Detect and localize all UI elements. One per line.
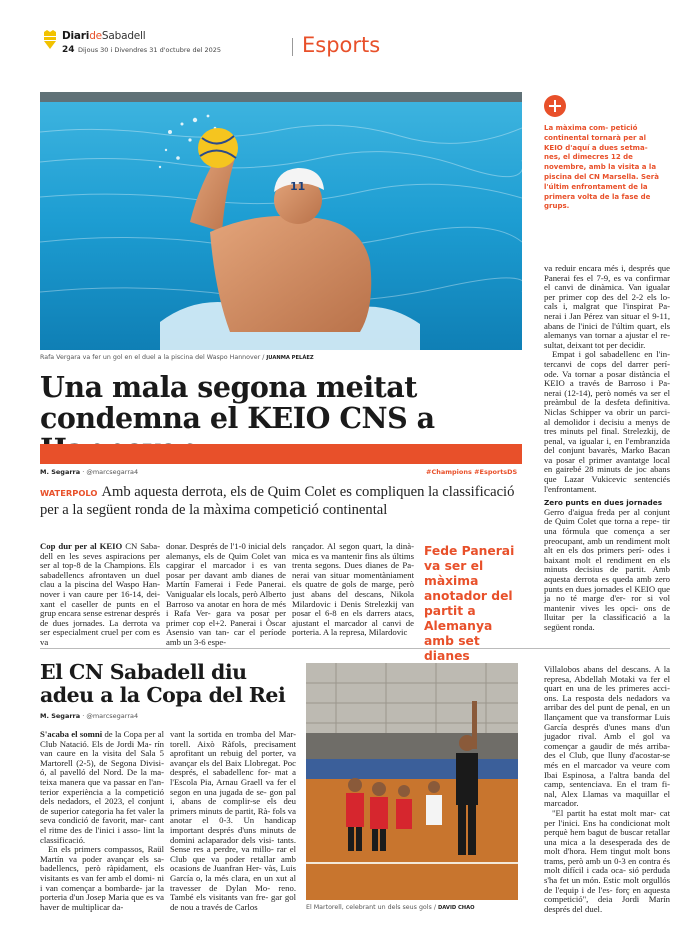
- lead-in: S'acaba el somni: [40, 729, 103, 739]
- waterpolo-photo: [40, 92, 522, 350]
- article2-byline: M. Segarra · @marcsegarra4: [40, 712, 139, 720]
- futsal-photo-caption-text: El Martorell, celebrant un dels seus gols /: [306, 904, 436, 911]
- kicker-label: WATERPOLO: [40, 488, 98, 498]
- article1-column-2: [166, 542, 286, 648]
- author-handle[interactable]: @marcsegarra4: [86, 468, 139, 476]
- plus-box-text: La màxima com- petició continental tornarà per al KEIO d'aquí a dues setma- nes, el dimecres 12 de novembre, amb la visita a la piscina del CN Marsella. Serà l'últim enfrontament de la primera volta de la fase de grups.: [544, 124, 659, 211]
- article1-subhead: Zero punts en dues jornades: [544, 498, 663, 508]
- issue-date: Dijous 30 i Divendres 31 d'octubre del 2025: [78, 46, 221, 54]
- brand-de: de: [89, 30, 102, 42]
- article2-column-1: [40, 730, 164, 912]
- futsal-photo: [306, 663, 518, 900]
- article1-paragraph: Empat i gol sabadellenc en l'in- tercanvi de cops del darrer perí- ode. Va tornar a posar distància el KEIO a través de Barroso i Pa- nerai (12-14), però només va ser el preàmbul de la desfeta definitiva. Niclas Schipper va obrir un parci- al demolidor i decisiu a menys de tres minuts pel final. Strelezkij, de penal, va igualar i, en l'embranzida del conjunt bavarès, Marko Bacan va posar el primer avantatge local en gairebé 28 minuts de joc abans que Lazar Vukicevic sentenciés l'enfrontament.: [544, 349, 670, 494]
- section-title[interactable]: Esports: [302, 33, 381, 57]
- svg-text:11: 11: [290, 180, 306, 193]
- article1-right-column: [544, 264, 670, 633]
- main-photo-credit: JUANMA PELÁEZ: [266, 355, 314, 361]
- column-text: donar. Després de l'1-0 inicial dels alemanys, els de Quim Colet van capgirar el marcador i es van posar per davant amb dianes de Martín Famerai i Fede Panerai. Vanigualar els locals, però Alberto Barroso va anotar en hora de més i Rafa Ver- gara va posar per primer cop el+2. Panerai i Òscar Asensio van tan- car el període amb un 3-6 espe-: [166, 541, 286, 647]
- article-separator: [40, 648, 670, 649]
- column-text: rançador. Al segon quart, la dinà- mica es va mantenir fins als últims trenta segons. Dues dianes de Pa- nerai van situar momentàniament els quatre de gols de marge, però just abans del descans, Nikola Milardovic i Denis Strelezkij van posar el 6-8 en els darrers atacs, ajustant el marcador al canvi de porteria. A la represa, Milardovic: [292, 541, 414, 638]
- pull-quote: Fede Panerai va ser el màxima anotador del partit a Alemanya amb set dianes: [424, 544, 515, 663]
- author-name: M. Segarra: [40, 468, 81, 476]
- hashtags[interactable]: #Champions #EsportsDS: [426, 468, 518, 476]
- article1-paragraph: Gerro d'aigua freda per al conjunt de Quim Colet que torna a repe- tir una fórmula que comença a ser preocupant, amb un rendiment molt alt en els dos primers perí- odes i baixant molt el rendiment en els minuts decisius de partit. Amb aquesta derrota es queda amb zero punts en dues jornades el KEIO que ja no té marge d'er- ror si vol mantenir vives les opci- ons de lluitar per la classificació a la següent ronda.: [544, 506, 670, 632]
- main-headline[interactable]: Una mala segona meitat condemna el KEIO CNS a: [40, 370, 435, 435]
- column-text: En els primers compassos, Raül Martín va poder avançar els sa- badellencs, però ràpidament, els visitants es van fer amb el domi- ni i van començar a bombarde- jar la porteria d'un Josep Maria que es va haver de multiplicar da-: [40, 844, 164, 912]
- article1-column-1: [40, 542, 160, 648]
- brand-diari: Diari: [62, 30, 90, 42]
- newspaper-logo-icon: [42, 30, 58, 50]
- article1-column-3: [292, 542, 414, 638]
- article1-dek: [40, 484, 522, 519]
- brand-sabadell: Sabadell: [101, 30, 146, 42]
- main-photo-caption-text: Rafa Vergara va fer un gol en el duel a la piscina del Waspo Hannover /: [40, 354, 265, 361]
- column-text: CN Saba- dell en les seves aspiracions per ser al top-8 de la Champions. Els sabadellencs afrontaven un duel clau a la piscina del Waspo Han- nover i van caure per 16-14, dei- xant el caseller de punts en el grup encara sense estrenar després de dues jornades. La derrota va ser especialment cruel per com es va: [40, 541, 160, 647]
- author-name: M. Segarra: [40, 712, 81, 720]
- futsal-photo-credit: DAVID CHAO: [437, 905, 475, 911]
- article2-column-2: [170, 730, 296, 912]
- page-number: 24: [62, 45, 75, 55]
- article1-paragraph: va reduir encara més i, després que Panerai fes el 7-9, es va confirmar el canvi de dinàmica. Van igualar per primer cop des del 2-2 els lo- cals i, malgrat que l'inspirat Pa- nerai i Jan Pérez van situar el 9-11, abans de l'inici de l'últim quart, els alemanys van tornar a ajustar el re- sultat, deixant tot per decidir.: [544, 263, 670, 350]
- plus-icon: [544, 95, 566, 117]
- lead-in: Cop dur per al KEIO: [40, 541, 123, 551]
- article1-byline: M. Segarra · @marcsegarra4: [40, 468, 139, 476]
- futsal-photo-caption: [306, 904, 475, 911]
- column-text: Villalobos abans del descans. A la represa, Abdellah Motaki va fer el quart en una de les primeres acci- ons. La resposta dels nedadors va arribar des del punt de penal, en un llançament que va transformar Luis García després d'unes mans d'un jugador rival. Amb el gol va començar a gaudir de més arriba- des el Club, que lluny d'acostar-se més en el marcador va veure com Ibai Espinosa, a l'altra banda del camp, sentenciava. En el tram fi- nal, Alex Llamas va maquillar el marcador.: [544, 664, 670, 809]
- column-text: vant la sortida en tromba del Mar- torell. Això Ràfols, precisament aprofitant un rebuig del porter, va avançar els del Baix Llobregat. Poc després, el sabadellenc for- mat a l'Escola Pia, Arnau Graell va fer el segon en una jugada de se- gon pal i, abans de complir-se els deu primers minuts de partit, Rà- fols va anotar el 0-3. Un handicap important després d'uns minuts de domini aclaparador dels visi- tants. Sense res a perdre, va millo- rar el Club que va poder retallar amb ocasions de Juanfran Her- vàs, Luis García o, la més clara, en un xut al travesser de Dylan Mo- reno. També els visitants van fre- gar gol de nou a través de Carlos: [170, 729, 296, 912]
- second-headline[interactable]: El CN Sabadell diu adeu a la Copa del Rei: [40, 660, 286, 707]
- article2-right-column: [544, 665, 670, 914]
- accent-bar: [40, 444, 522, 464]
- header-divider: [292, 38, 293, 56]
- dek-text: Amb aquesta derrota, els de Quim Colet es compliquen la classificació per a la següent ronda de la màxima competició continental: [40, 484, 515, 518]
- column-text: "El partit ha estat molt mar- cat per l'inici. Ens ha condicionat molt perquè hem bagut de buscar retallar una mica a la desesperada des de molt d'hora. Hem tingut molt bons trams, però amb un 0-3 en contra és molt difícil i cada oca- sió perduda s'ha fet un món. Estic molt orgullós de l'equip i de l'es- forç en aquesta competició", deia Jordi Marín després del duel.: [544, 807, 670, 914]
- author-handle[interactable]: @marcsegarra4: [86, 712, 139, 720]
- main-photo-caption: [40, 354, 314, 361]
- newspaper-brand[interactable]: [62, 30, 145, 42]
- column-text: de la Copa per al Club Natació. Els de Jordi Ma- rín van caure en la visita del Sala 5 Martorell (2-5), de Segona Divisi- ó, al pavelló del Nord. De la ma- teixa manera que va passar en l'an- terior experiència a la competició dels nedadors, el 2023, el conjunt de superior categoria ha fet valer la seva condició de favorit, mar- cant el ritme des de l'inici i asso- lint la classificació.: [40, 729, 164, 845]
